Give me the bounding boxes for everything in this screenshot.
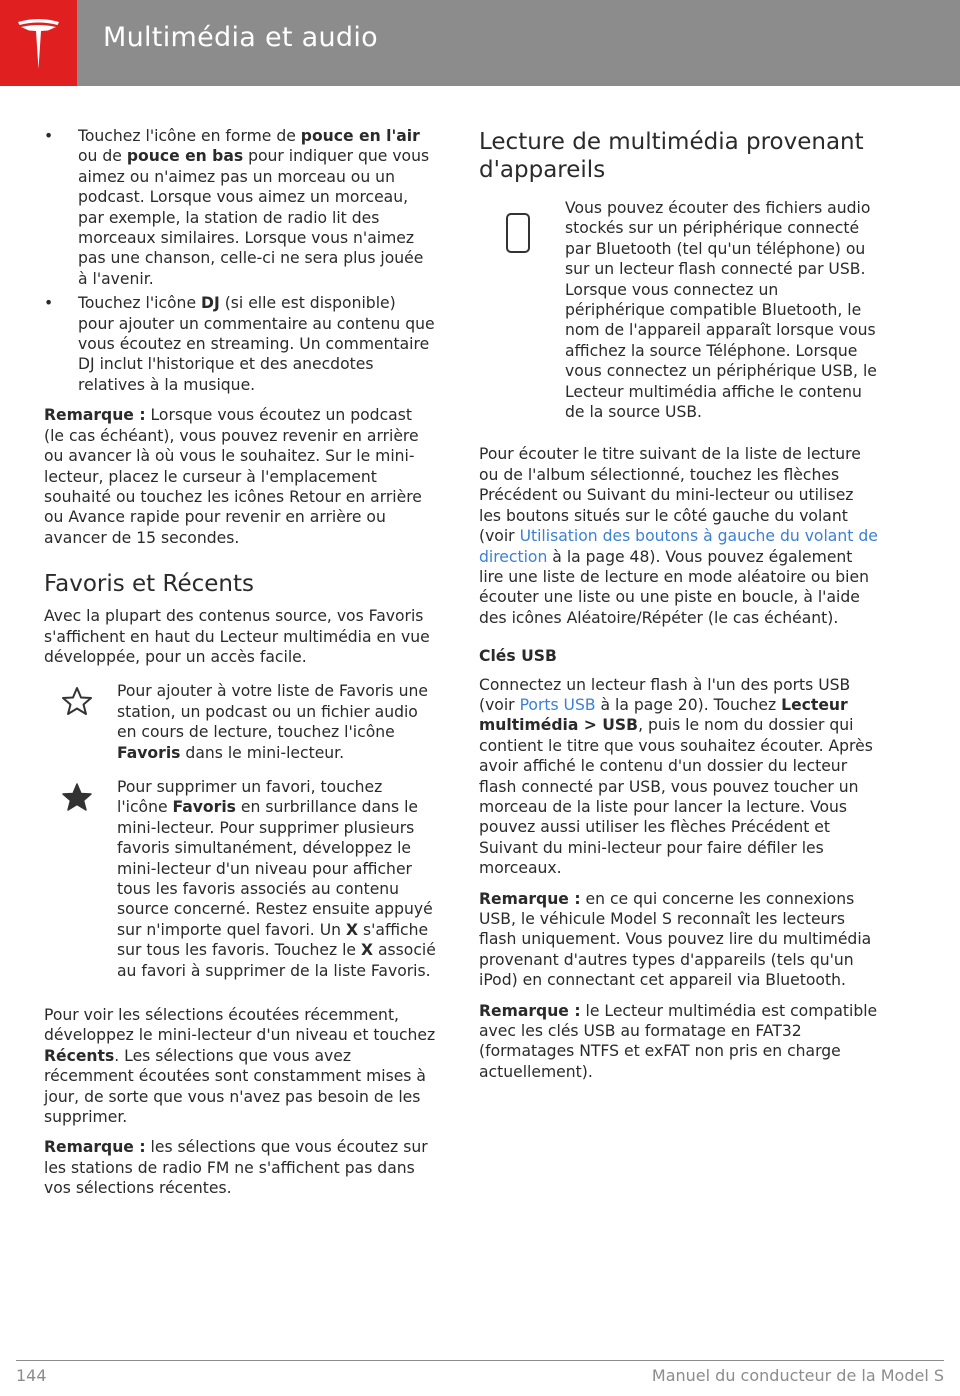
tesla-logo xyxy=(0,0,77,86)
device-row xyxy=(479,198,879,422)
tesla-logo-icon xyxy=(12,14,65,72)
usb-paragraph: Connectez un lecteur flash à l'un des ports USB (voir Ports USB à la page 20). Touchez Lecteur multimédia > USB, puis le nom du dossier qui contient le titre que vous souhaitez écouter. Après avoir affiché le contenu d'un dossier du lecteur flash connecté par USB, vous pouvez toucher un morceau de la liste pour lancer la lecture. Vous pouvez aussi utiliser les flèches Précédent et Suivant du mini-lecteur pour faire défiler les morceaux. xyxy=(479,675,873,878)
steering-buttons-link[interactable]: Utilisation des boutons à gauche du volant de direction xyxy=(479,527,878,566)
note-fm-radio: Remarque : les sélections que vous écoutez sur les stations de radio FM ne s'affichent pas dans vos sélections récentes. xyxy=(44,1138,428,1198)
phone-icon xyxy=(505,212,531,254)
next-track-paragraph: Pour écouter le titre suivant de la liste de lecture ou de l'album sélectionné, touchez les flèches Précédent ou Suivant du mini-lecteur ou utilisez les boutons situés sur le côté gauche du volant (voir Utilisation des boutons à gauche du volant de direction à la page 48). Vous pouvez également lire une liste de lecture en mode aléatoire ou bien écouter une liste ou une piste en boucle, à l'aide des icônes Aléatoire/Répéter (le cas échéant). xyxy=(479,445,878,627)
favorite-remove-text: Pour supprimer un favori, touchez l'icône Favoris en surbrillance dans le mini-lecteur. Pour supprimer plusieurs favoris simultanément, développez le mini-lecteur d'un niveau pour afficher tous les favoris associés au contenu source concerné. Restez ensuite appuyé sur n'importe quel favori. Un X s'affiche sur tous les favoris. Touchez le X associé au favori à supprimer de la liste Favoris. xyxy=(117,777,436,980)
list-item: • Touchez l'icône DJ (si elle est disponible) pour ajouter un commentaire au contenu que vous écoutez en streaming. Un commentaire DJ inclut l'historique et des anecdotes relatives à la musique. xyxy=(44,293,436,395)
favorites-intro: Avec la plupart des contenus source, vos Favoris s'affichent en haut du Lecteur multimédia en vue développée, pour un accès facile. xyxy=(44,607,430,666)
favorites-heading: Favoris et Récents xyxy=(44,571,254,598)
favorite-add-text: Pour ajouter à votre liste de Favoris une station, un podcast ou un fichier audio en cours de lecture, touchez l'icône Favoris dans le mini-lecteur. xyxy=(117,682,428,762)
note-podcast: Remarque : Lorsque vous écoutez un podcast (le cas échéant), vous pouvez revenir en arrière ou avancer là où vous le souhaitez. Sur le mini-lecteur, placez le curseur à l'emplacement souhaité ou touchez les icônes Retour en arrière ou Avance rapide pour revenir en arrière ou avancer de 15 secondes. xyxy=(44,406,422,547)
list-item: • Touchez l'icône en forme de pouce en l'air ou de pouce en bas pour indiquer que vous aimez ou n'aimez pas un morceau ou un podcast. Lorsque vous aimez un morceau, par exemple, la station de radio lit des morceaux similaires. Lorsque vous n'aimez pas une chanson, celle-ci ne sera plus jouée à l'avenir. xyxy=(44,126,436,289)
feedback-list xyxy=(44,126,436,395)
star-filled-icon xyxy=(60,781,94,813)
page-header xyxy=(0,0,960,86)
usb-heading: Clés USB xyxy=(479,647,557,666)
favorite-add-row xyxy=(44,681,436,763)
devices-heading: Lecture de multimédia provenant d'appareils xyxy=(479,129,864,183)
manual-title: Manuel du conducteur de la Model S xyxy=(651,1366,944,1385)
usb-ports-link[interactable]: Ports USB xyxy=(519,695,596,714)
recents-paragraph: Pour voir les sélections écoutées récemment, développez le mini-lecteur d'un niveau et touchez Récents. Les sélections que vous avez récemment écoutées sont constamment mises à jour, de sorte que vous n'avez pas besoin de les supprimer. xyxy=(44,1006,436,1127)
page-title: Multimédia et audio xyxy=(103,22,378,53)
device-text: Vous pouvez écouter des fichiers audio stockés sur un périphérique connecté par Bluetooth (tel qu'un téléphone) ou sur un lecteur flash connecté par USB. Lorsque vous connectez un périphérique compatible Bluetooth, le nom de l'appareil apparaît lorsque vous affichez la source Téléphone. Lorsque vous connectez un périphérique USB, le Lecteur multimédia affiche le contenu de la source USB. xyxy=(565,199,877,422)
page-number: 144 xyxy=(16,1366,47,1385)
left-column xyxy=(44,126,436,1209)
star-outline-icon xyxy=(60,685,94,717)
footer-divider xyxy=(16,1360,944,1361)
note-usb-devices: Remarque : en ce qui concerne les connexions USB, le véhicule Model S reconnaît les lecteurs flash uniquement. Vous pouvez lire du multimédia provenant d'autres types d'appareils (tels qu'un iPod) en connectant cet appareil via Bluetooth. xyxy=(479,889,872,990)
right-column xyxy=(479,128,879,1092)
favorite-remove-row xyxy=(44,777,436,981)
note-usb-format: Remarque : le Lecteur multimédia est compatible avec les clés USB au formatage en FAT32 (formatages NTFS et exFAT non pris en charge actuellement). xyxy=(479,1001,878,1081)
